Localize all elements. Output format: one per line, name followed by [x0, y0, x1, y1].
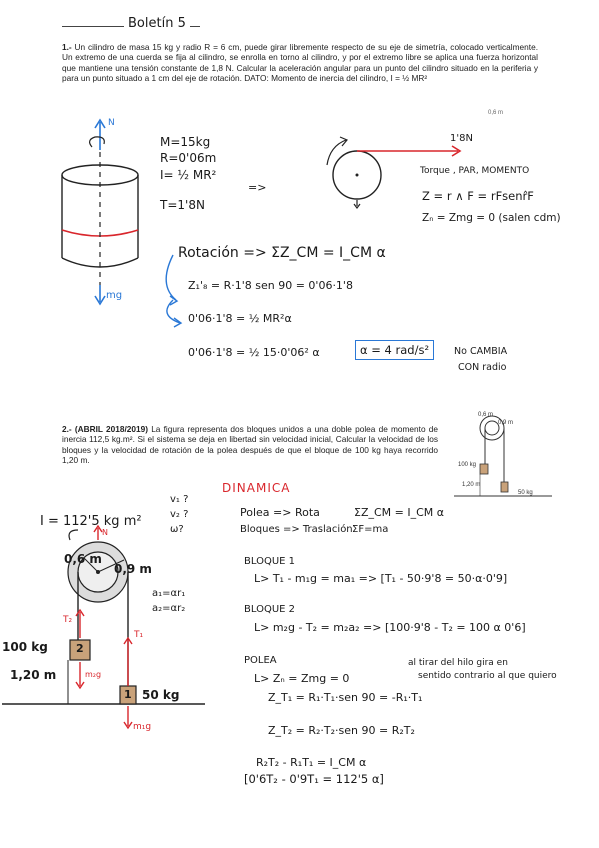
fig-m100: 100 kg — [458, 462, 477, 468]
no-cambia-note: No CAMBIA — [454, 346, 508, 357]
fig2-h-label: 1,20 m — [10, 668, 57, 682]
problem2-figure — [452, 412, 552, 508]
tension-note: T=1'8N — [160, 198, 205, 212]
problem2-date: (ABRIL 2018/2019) — [74, 424, 148, 434]
fig-r1: 0,6 m — [478, 412, 494, 418]
p2-unknown-v1: v₁ ? — [170, 494, 189, 505]
torque-normal: Zₙ = Zmg = 0 (salen cdm) — [422, 212, 561, 224]
hilo-note-2: sentido contrario al que quiero — [418, 671, 557, 681]
fig2-m2g-label: m₂g — [85, 670, 102, 679]
step1-equation: 0'06·1'8 = ½ MR²α — [188, 312, 292, 325]
fig2-m1g-label: m₁g — [133, 722, 152, 732]
page-title: Boletín 5 — [128, 16, 186, 31]
mg-label-1: mg — [106, 290, 123, 301]
problem2-text: La figura representa dos bloques unidos a una doble polea de momento de inercia 112,5 kg.m². Si el sistema se deja en libertad sin velocidad inicial, Calcular la velocidad de los bloques y la velocidad de rotación de la polea después de que el bloque de 100 kg haya recorrido 1,20 m. — [62, 424, 438, 465]
result-box: α = 4 rad/s² — [355, 340, 434, 360]
problem1-number: 1.- — [62, 42, 72, 52]
fig-h: 1,20 m — [462, 482, 481, 488]
p2-unknown-v2: v₂ ? — [170, 509, 189, 520]
polea-rota-eq: ΣZ_CM = I_CM α — [354, 506, 445, 519]
fig2-n-label: N — [102, 528, 108, 537]
a1-relation: a₁=αr₁ — [152, 588, 186, 599]
mass-note: M=15kg — [160, 135, 211, 149]
bloque2-equation: L> m₂g - T₂ = m₂a₂ => [100·9'8 - T₂ = 100 α 0'6] — [254, 621, 526, 634]
bloque1-equation: L> T₁ - m₁g = ma₁ => [T₁ - 50·9'8 = 50·α·0'9] — [254, 572, 508, 585]
a2-relation: a₂=αr₂ — [152, 603, 186, 614]
radius-note: R=0'06m — [160, 151, 217, 165]
p2-inertia: I = 112'5 kg m² — [40, 514, 142, 529]
torque-definition: Z = r ∧ F = rFsenr̂F — [422, 189, 534, 203]
hilo-note-1: al tirar del hilo gira en — [408, 658, 508, 668]
polea-equation-1: L> Zₙ = Zmg = 0 — [254, 672, 350, 685]
fig2-r1-label: 0,6 m — [64, 552, 102, 566]
problem2-number: 2.- — [62, 424, 72, 434]
rotacion-equation: Rotación => ΣZ_CM = I_CM α — [178, 245, 386, 261]
polea-rota: Polea => Rota — [240, 506, 320, 519]
bloque2-title: BLOQUE 2 — [244, 604, 295, 615]
problem1-text: Un cilindro de masa 15 kg y radio R = 6 cm, puede girar libremente respecto de su eje de simetría, colocado verticalmente. Un extremo de una cuerda se fija al cilindro, se enrolla en torno al cilindro, y por el extremo libre se aplica una fuerza horizontal que mantiene una tensión constante de 1,8 N. Calcular la aceleración angular para un punto del cilindro situado en la periferia y para un punto situado a 1 cm del eje de rotación. DATO: Momento de inercia del cilindro, I = ½ MR² — [62, 42, 538, 83]
corner-note: 0,6 m — [488, 110, 504, 116]
torque-18-equation: Z₁'₈ = R·1'8 sen 90 = 0'06·1'8 — [188, 279, 353, 292]
fig2-m50-label: 50 kg — [142, 688, 180, 702]
problem2-sketch — [0, 500, 240, 740]
polea-equation-3: Z_T₂ = R₂·T₂·sen 90 = R₂T₂ — [268, 724, 415, 737]
implies-arrow: => — [248, 181, 267, 194]
inertia-note: I= ½ MR² — [160, 168, 217, 182]
fig2-t2-label: T₂ — [63, 615, 73, 625]
fig2-m100-label: 100 kg — [2, 640, 48, 654]
con-radio-note: CON radio — [458, 362, 507, 373]
bloque1-title: BLOQUE 1 — [244, 556, 295, 567]
bloques-traslacion: Bloques => Traslación — [240, 524, 353, 535]
step2-equation: 0'06·1'8 = ½ 15·0'06² α — [188, 346, 320, 359]
fig2-block1-label: 1 — [124, 688, 132, 701]
fig2-block2-label: 2 — [76, 642, 84, 655]
top-tension-note: 1'8N — [450, 133, 473, 144]
fig2-t1-label: T₁ — [134, 630, 144, 640]
dinamica-title: DINAMICA — [222, 481, 291, 495]
final-equation-2: [0'6T₂ - 0'9T₁ = 112'5 α] — [244, 772, 384, 786]
polea-title: POLEA — [244, 655, 277, 666]
p2-unknown-w: ω? — [170, 524, 184, 535]
polea-equation-2: Z_T₁ = R₁·T₁·sen 90 = -R₁·T₁ — [268, 691, 423, 704]
final-equation-1: R₂T₂ - R₁T₁ = I_CM α — [256, 756, 367, 769]
problem2-statement — [62, 424, 438, 465]
torque-title: Torque , PAR, MOMENTO — [420, 166, 530, 176]
fig2-r2-label: 0,9 m — [114, 562, 152, 576]
bloques-traslacion-eq: ΣF=ma — [352, 524, 389, 535]
n-label-1: N — [108, 118, 115, 128]
fig-r2: 0,9 m — [498, 420, 514, 426]
fig-m50: 50 kg — [518, 490, 533, 496]
